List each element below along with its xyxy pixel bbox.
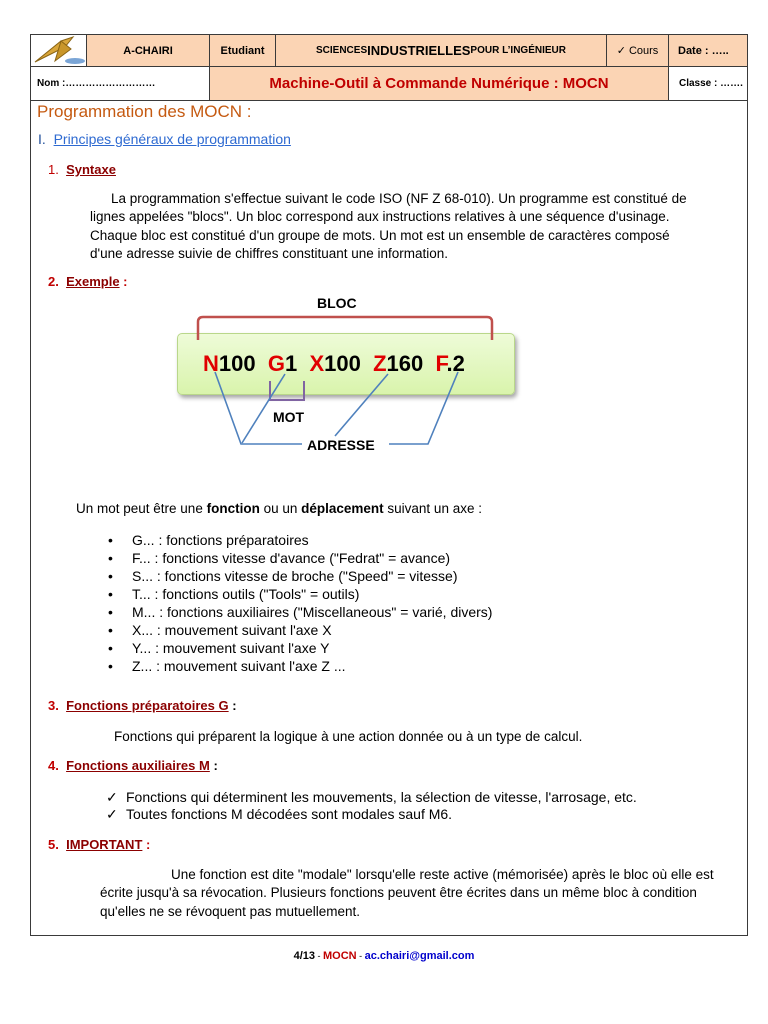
bloc-bracket [198, 317, 492, 340]
section-5-colon: : [142, 837, 151, 852]
syntax-line: Chaque bloc est constitué d'un groupe de mots. Un mot est un ensemble de caractères composé [90, 227, 670, 243]
address-z: Z [373, 351, 387, 376]
adresse-line-left [215, 372, 305, 444]
address-f: F [435, 351, 447, 376]
course-suffix: POUR L’INGÉNIEUR [470, 45, 566, 56]
m-functions-list [104, 789, 637, 822]
author-cell: A-CHAIRI [86, 34, 210, 67]
name-cell: Nom :……………………… [30, 66, 210, 101]
course-prefix: SCIENCES [316, 45, 368, 56]
section-3-text: Fonctions qui préparent la logique à une action donnée ou à un type de calcul. [114, 729, 583, 744]
section-2-colon: : [119, 274, 128, 289]
list-item: • Y... : mouvement suivant l'axe Y [108, 639, 492, 657]
list-item: • M... : fonctions auxiliaires ("Miscellaneous" = varié, divers) [108, 603, 492, 621]
mot-intro-text: Un mot peut être une [76, 501, 207, 516]
date-cell: Date : ….. [668, 34, 748, 67]
value-n: 100 [218, 351, 256, 376]
class-cell: Classe : ……. [668, 66, 748, 101]
address-x: X [309, 351, 325, 376]
diagram-connectors [0, 0, 768, 470]
adresse-label: ADRESSE [307, 437, 375, 453]
page-footer [0, 950, 768, 962]
section-5-number: 5. [48, 837, 59, 852]
section-1-label: Syntaxe [66, 162, 116, 177]
section-5-heading [48, 837, 150, 852]
section-3-heading [48, 698, 237, 713]
functions-list [108, 531, 492, 675]
section-3-label: Fonctions préparatoires G [66, 698, 229, 713]
list-item: • F... : fonctions vitesse d'avance ("Fedrat" = avance) [108, 549, 492, 567]
page-title: Programmation des MOCN : [37, 102, 252, 121]
section-i-number: I. [38, 131, 46, 147]
list-item: ✓ Toutes fonctions M décodées sont modales sauf M6. [104, 806, 637, 823]
doc-type-cell: ✓ Cours [606, 34, 669, 67]
role-cell: Etudiant [209, 34, 276, 67]
important-line: Une fonction est dite "modale" lorsqu'elle reste active (mémorisée) après le bloc où elle est [171, 867, 714, 882]
document-title: Machine-Outil à Commande Numérique : MOCN [209, 66, 669, 101]
syntax-line: La programmation s'effectue suivant le code ISO (NF Z 68-010). Un programme est constitué de [111, 191, 687, 206]
important-paragraph [100, 866, 714, 921]
section-3-number: 3. [48, 698, 59, 713]
value-z: 160 [386, 351, 424, 376]
value-g: 1 [284, 351, 298, 376]
list-item: • G... : fonctions préparatoires [108, 531, 492, 549]
section-4-heading [48, 758, 218, 773]
mot-intro-text: suivant un axe : [383, 501, 482, 516]
list-item: • X... : mouvement suivant l'axe X [108, 621, 492, 639]
value-x: 100 [324, 351, 361, 376]
adresse-line-right [389, 372, 458, 444]
mot-intro-fonction: fonction [206, 501, 260, 516]
footer-email[interactable]: ac.chairi@gmail.com [364, 950, 475, 962]
list-item: • Z... : mouvement suivant l'axe Z ... [108, 657, 492, 675]
syntax-line: lignes appelées "blocs". Un bloc correspond aux instructions relatives à une séquence d'usinage. [90, 209, 670, 225]
section-4-number: 4. [48, 758, 59, 773]
section-3-colon: : [228, 698, 237, 713]
course-main: INDUSTRIELLES [367, 43, 471, 58]
footer-sep: - [315, 951, 324, 961]
section-i-label: Principes généraux de programmation [53, 131, 291, 147]
important-line: qu'elles ne se révoquent pas mutuellement. [100, 903, 360, 919]
section-2-label: Exemple [66, 274, 120, 289]
bloc-label: BLOC [317, 295, 357, 311]
list-item: ✓ Fonctions qui déterminent les mouvements, la sélection de vitesse, l'arrosage, etc. [104, 789, 637, 806]
section-1-number: 1. [48, 162, 59, 177]
syntax-line: d'une adresse suivie de chiffres constituant une information. [90, 245, 449, 261]
adresse-line-z [335, 374, 388, 436]
mot-label: MOT [273, 409, 305, 425]
list-item: • S... : fonctions vitesse de broche ("Speed" = vitesse) [108, 567, 492, 585]
section-4-label: Fonctions auxiliaires M [66, 758, 210, 773]
footer-mocn: MOCN [323, 950, 357, 962]
mot-intro-text: ou un [259, 501, 302, 516]
address-g: G [267, 351, 285, 376]
section-5-label: IMPORTANT [66, 837, 143, 852]
important-line: écrite jusqu'à sa révocation. Plusieurs fonctions peuvent être écrites dans un même bloc à condition [100, 885, 697, 901]
section-2-number: 2. [48, 274, 59, 289]
address-n: N [203, 351, 219, 376]
mot-intro-deplacement: déplacement [301, 501, 384, 516]
value-f: .2 [446, 351, 465, 376]
mot-intro [76, 500, 482, 518]
page-number: 4/13 [293, 950, 316, 962]
footer-sep: - [356, 951, 365, 961]
list-item: • T... : fonctions outils ("Tools" = outils) [108, 585, 492, 603]
section-4-colon: : [209, 758, 218, 773]
